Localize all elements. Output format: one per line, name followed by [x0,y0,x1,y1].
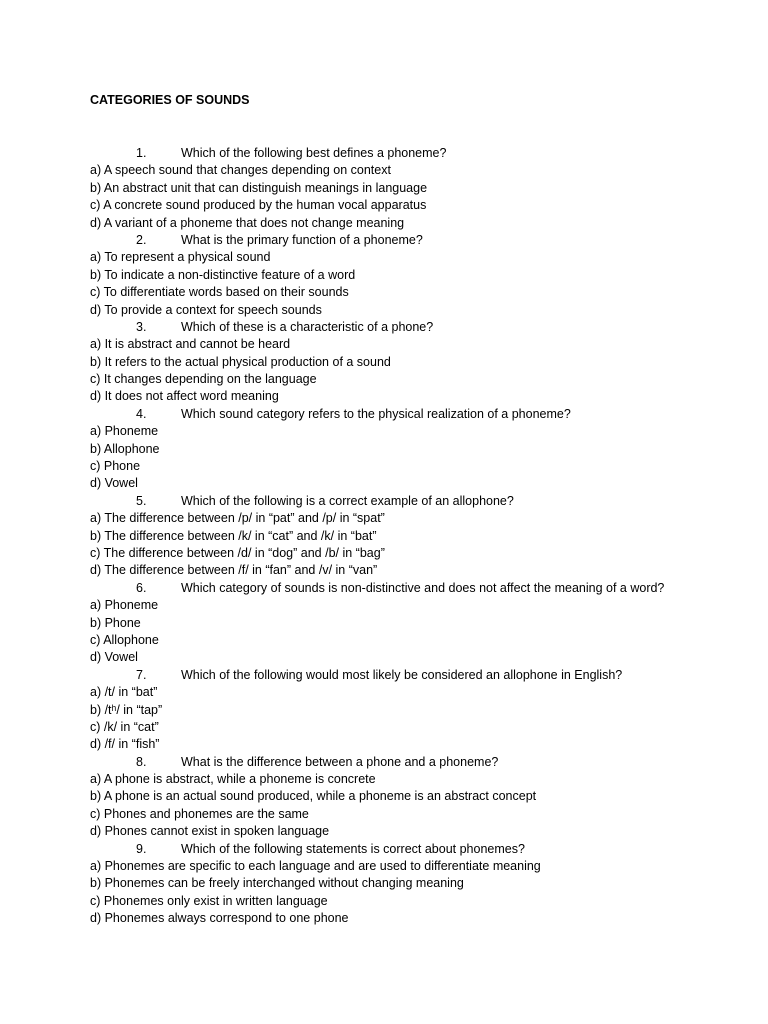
answer-option: a) It is abstract and cannot be heard [90,337,291,352]
question-line [90,145,750,162]
answer-option: c) Allophone [90,632,159,647]
question-number: 7. [136,667,147,682]
question-number: 1. [136,146,147,160]
answer-option: a) Phonemes are specific to each language and are used to differentiate meaning [90,859,541,874]
question-number: 2. [136,232,147,247]
answer-option: d) Vowel [90,476,138,491]
question-line [90,493,750,510]
question-item [90,319,750,406]
answer-option: b) Phone [90,615,141,630]
question-line [90,754,750,771]
answer-option: b) /tʰ/ in “tap” [90,702,163,717]
question-text: Which of these is a characteristic of a phone? [181,319,434,334]
question-item [90,580,750,667]
answer-option: d) To provide a context for speech sounds [90,302,322,317]
question-number: 6. [136,580,147,595]
question-list [90,145,750,928]
question-number: 3. [136,319,147,334]
answer-option: a) /t/ in “bat” [90,685,158,700]
question-line [90,319,750,336]
question-line [90,580,750,597]
answer-option: c) The difference between /d/ in “dog” and /b/ in “bag” [90,545,385,560]
answer-option: d) It does not affect word meaning [90,389,279,404]
answer-option: c) Phone [90,459,141,474]
question-text: Which of the following is a correct example of an allophone? [181,493,514,508]
answer-option: c) It changes depending on the language [90,372,317,387]
document-title: CATEGORIES OF SOUNDS [90,93,250,107]
answer-option: d) The difference between /f/ in “fan” and /v/ in “van” [90,563,378,578]
answer-option: d) Phones cannot exist in spoken language [90,824,330,839]
question-text: Which sound category refers to the physical realization of a phoneme? [181,406,571,421]
answer-option: b) To indicate a non-distinctive feature of a word [90,267,356,282]
question-number: 8. [136,754,147,769]
question-text: Which of the following best defines a phoneme? [181,146,447,160]
question-item [90,841,750,928]
answer-option: c) To differentiate words based on their sounds [90,285,349,300]
question-number: 4. [136,406,147,421]
answer-option: c) A concrete sound produced by the human vocal apparatus [90,198,427,213]
question-line [90,232,750,249]
answer-option: d) /f/ in “fish” [90,737,160,752]
question-item [90,754,750,841]
question-item [90,667,750,754]
answer-option: a) A phone is abstract, while a phoneme is concrete [90,772,376,787]
question-text: Which of the following statements is correct about phonemes? [181,841,525,856]
answer-option: b) Phonemes can be freely interchanged without changing meaning [90,876,464,891]
question-text: Which category of sounds is non-distinctive and does not affect the meaning of a word? [181,580,665,595]
answer-option: a) A speech sound that changes depending on context [90,163,391,178]
answer-option: b) Allophone [90,441,160,456]
question-item [90,493,750,580]
answer-option: a) To represent a physical sound [90,250,271,265]
answer-option: d) Vowel [90,650,138,665]
answer-option: b) A phone is an actual sound produced, while a phoneme is an abstract concept [90,789,537,804]
answer-option: d) Phonemes always correspond to one phone [90,911,349,926]
question-text: What is the difference between a phone and a phoneme? [181,754,499,769]
answer-option: b) It refers to the actual physical production of a sound [90,354,391,369]
answer-option: a) Phoneme [90,424,159,439]
question-item [90,232,750,319]
question-text: What is the primary function of a phoneme? [181,232,423,247]
answer-option: b) An abstract unit that can distinguish meanings in language [90,180,428,195]
question-line [90,667,750,684]
answer-option: a) The difference between /p/ in “pat” and /p/ in “spat” [90,511,385,526]
question-item [90,145,750,232]
question-number: 9. [136,841,147,856]
question-item [90,406,750,493]
question-number: 5. [136,493,147,508]
question-text: Which of the following would most likely be considered an allophone in English? [181,667,623,682]
question-line [90,406,750,423]
answer-option: a) Phoneme [90,598,159,613]
answer-option: c) /k/ in “cat” [90,719,159,734]
answer-option: b) The difference between /k/ in “cat” and /k/ in “bat” [90,528,377,543]
answer-option: c) Phones and phonemes are the same [90,806,309,821]
answer-option: c) Phonemes only exist in written language [90,893,328,908]
answer-option: d) A variant of a phoneme that does not change meaning [90,215,405,230]
question-line [90,841,750,858]
